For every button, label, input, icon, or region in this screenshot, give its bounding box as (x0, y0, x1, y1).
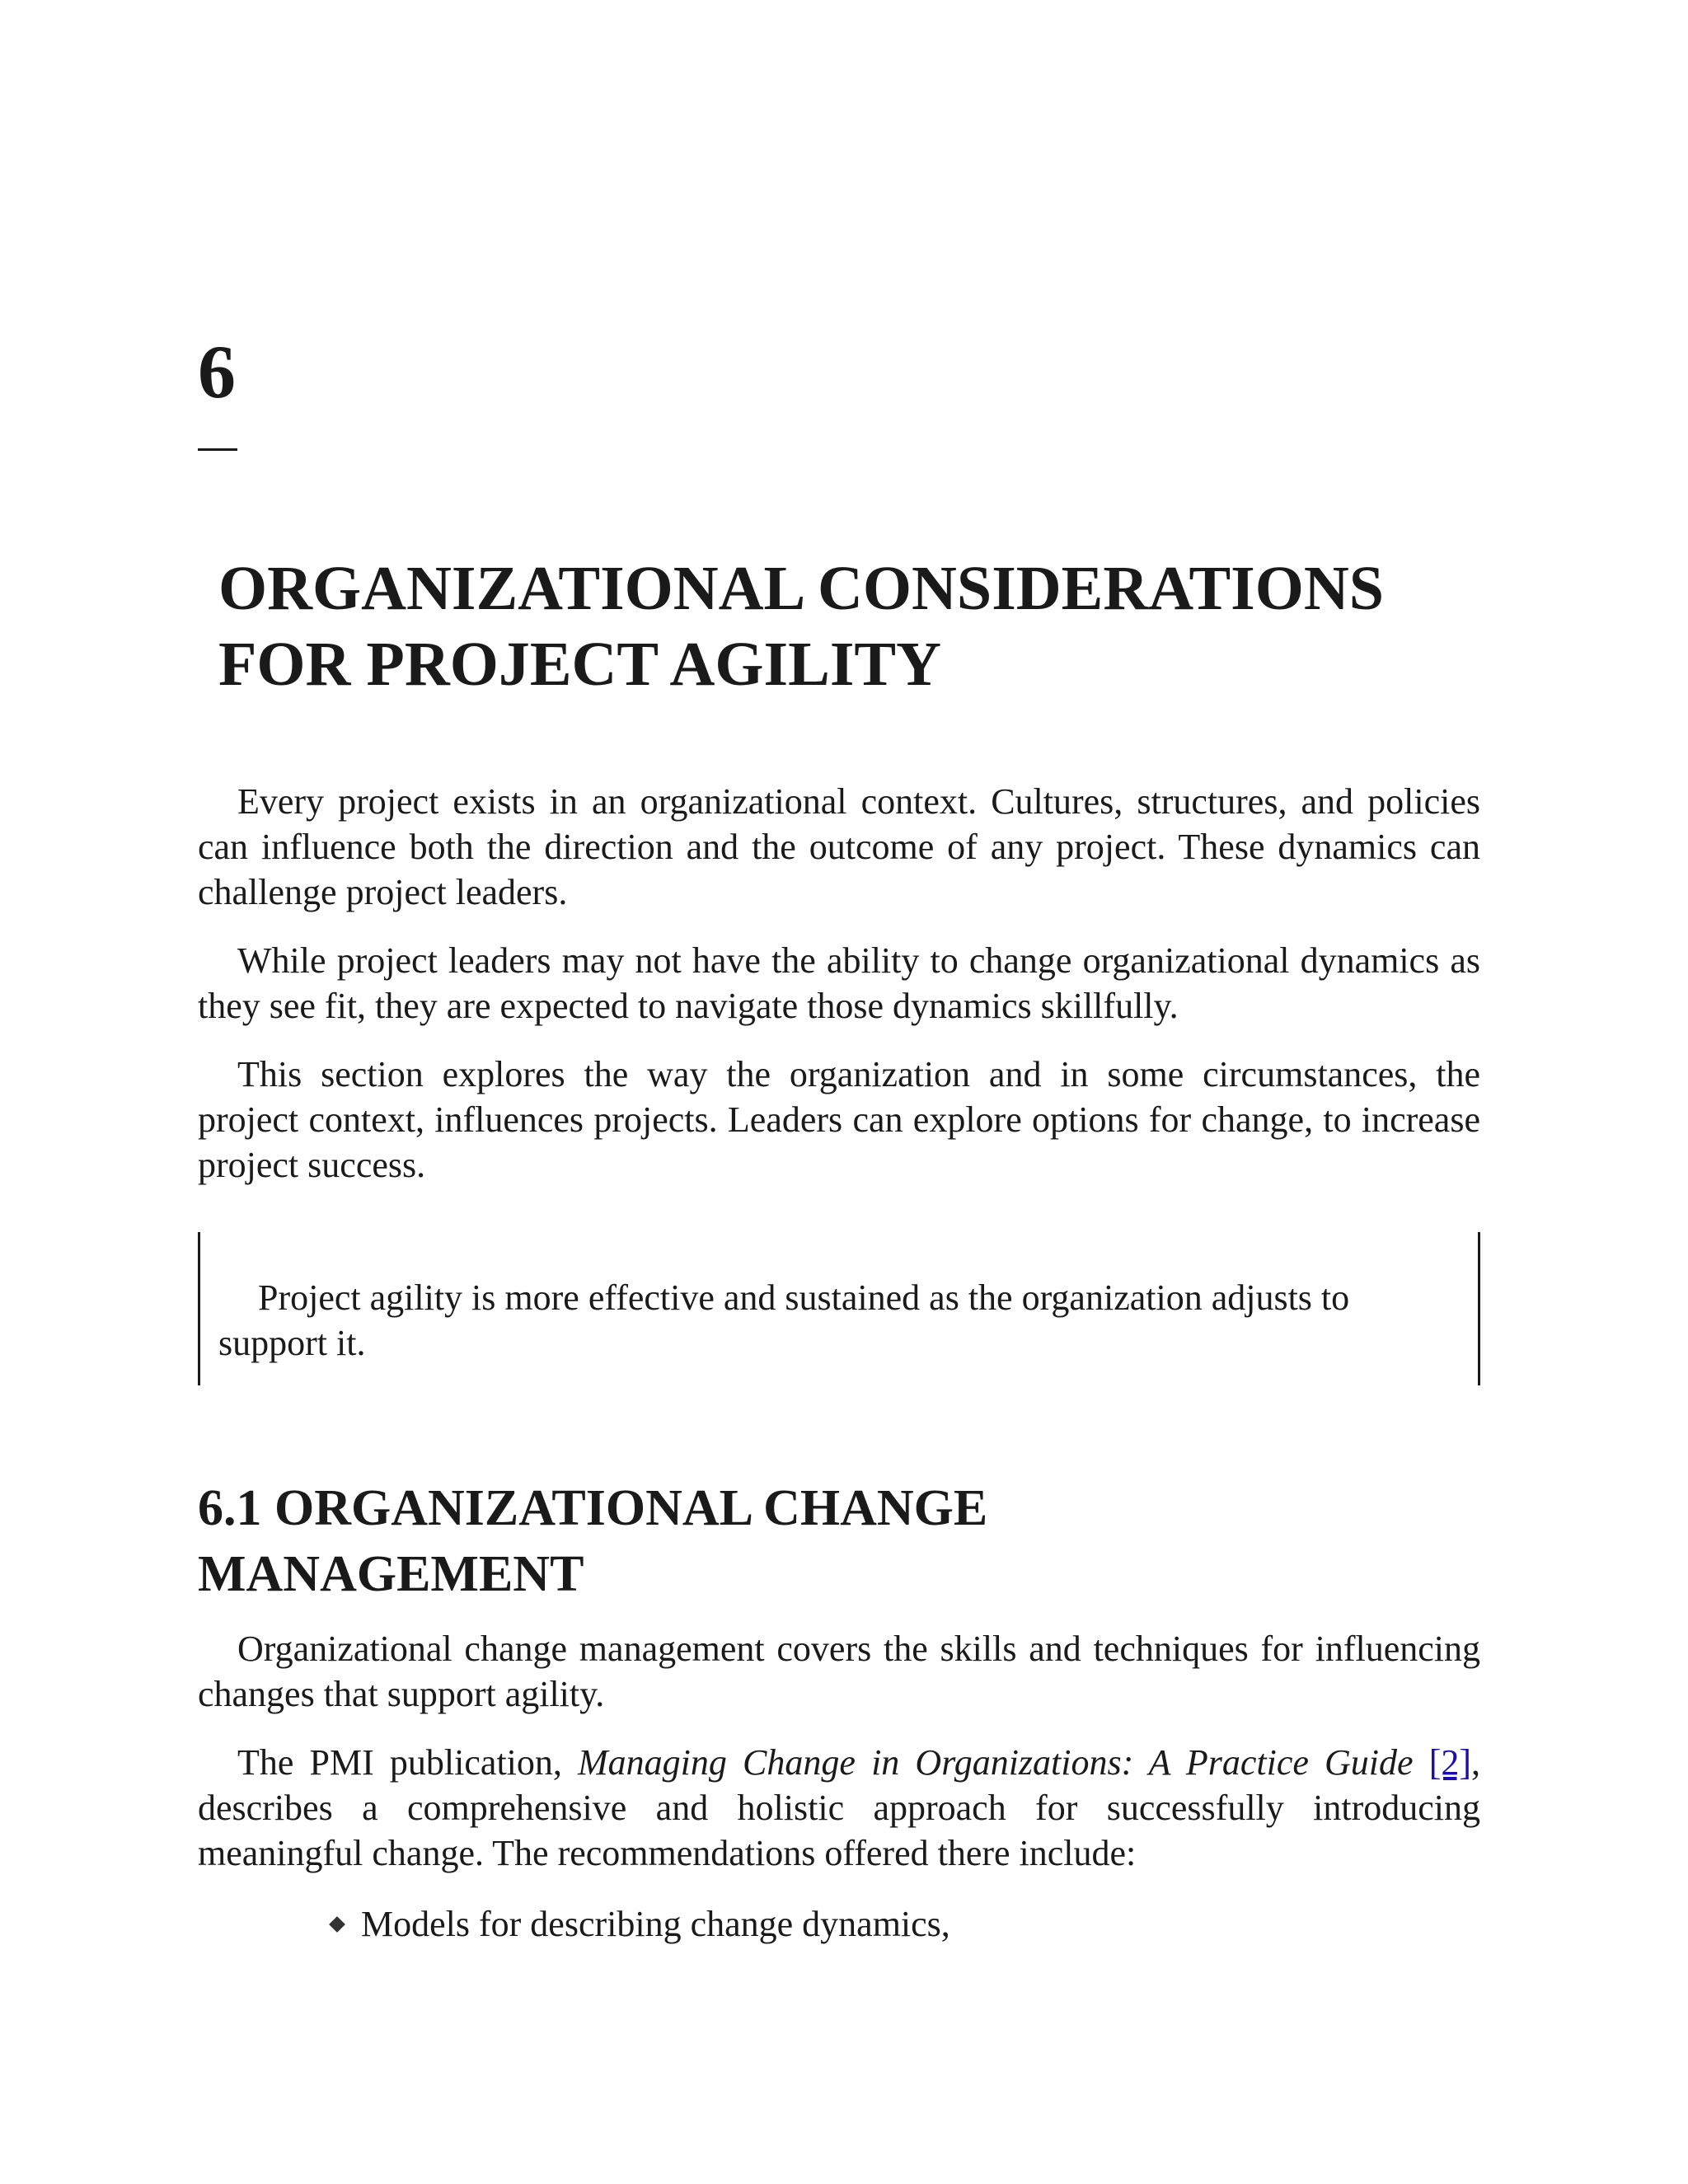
section-paragraph-2 (198, 1740, 1480, 1876)
chapter-title-line-2: FOR PROJECT AGILITY (218, 630, 941, 699)
section-text (198, 1626, 1480, 1899)
callout-box (198, 1232, 1480, 1385)
chapter-title-line-1: ORGANIZATIONAL CONSIDERATIONS (218, 554, 1385, 623)
publication-title: Managing Change in Organizations: A Practice Guide (578, 1742, 1414, 1783)
section-paragraph-2-prefix: The PMI publication, (237, 1742, 579, 1783)
intro-text (198, 779, 1480, 1211)
recommendations-list (328, 1901, 950, 1947)
section-heading-line-1: 6.1 ORGANIZATIONAL CHANGE (198, 1480, 988, 1536)
callout-text: Project agility is more effective and sustained as the organization adjusts to support it. (218, 1277, 1350, 1363)
intro-paragraph-3: This section explores the way the organization and in some circumstances, the project context, influences projects. Leaders can explore options for change, to increase project success. (198, 1054, 1480, 1185)
list-item (328, 1901, 950, 1947)
chapter-title (218, 551, 1537, 702)
section-heading-line-2: MANAGEMENT (198, 1546, 584, 1602)
section-heading (198, 1475, 1352, 1607)
intro-paragraph-1: Every project exists in an organizational context. Cultures, structures, and policies can influence both the direction and the outcome of any project. These dynamics can challenge project leaders. (198, 781, 1480, 912)
section-paragraph-1: Organizational change management covers the skills and techniques for influencing changes that support agility. (198, 1629, 1480, 1714)
list-item-text: Models for describing change dynamics, (361, 1904, 950, 1944)
reference-link-2[interactable]: [2] (1428, 1742, 1471, 1783)
diamond-bullet-icon (329, 1916, 345, 1933)
chapter-number-rule (198, 448, 237, 451)
chapter-number: 6 (198, 330, 236, 414)
intro-paragraph-2: While project leaders may not have the ability to change organizational dynamics as they see fit, they are expected to navigate those dynamics skillfully. (198, 940, 1480, 1026)
section-paragraph-2-suffix: , describes a comprehensive and holistic approach for successfully introducing meaningful change. The recommendations offered there include: (198, 1742, 1480, 1873)
